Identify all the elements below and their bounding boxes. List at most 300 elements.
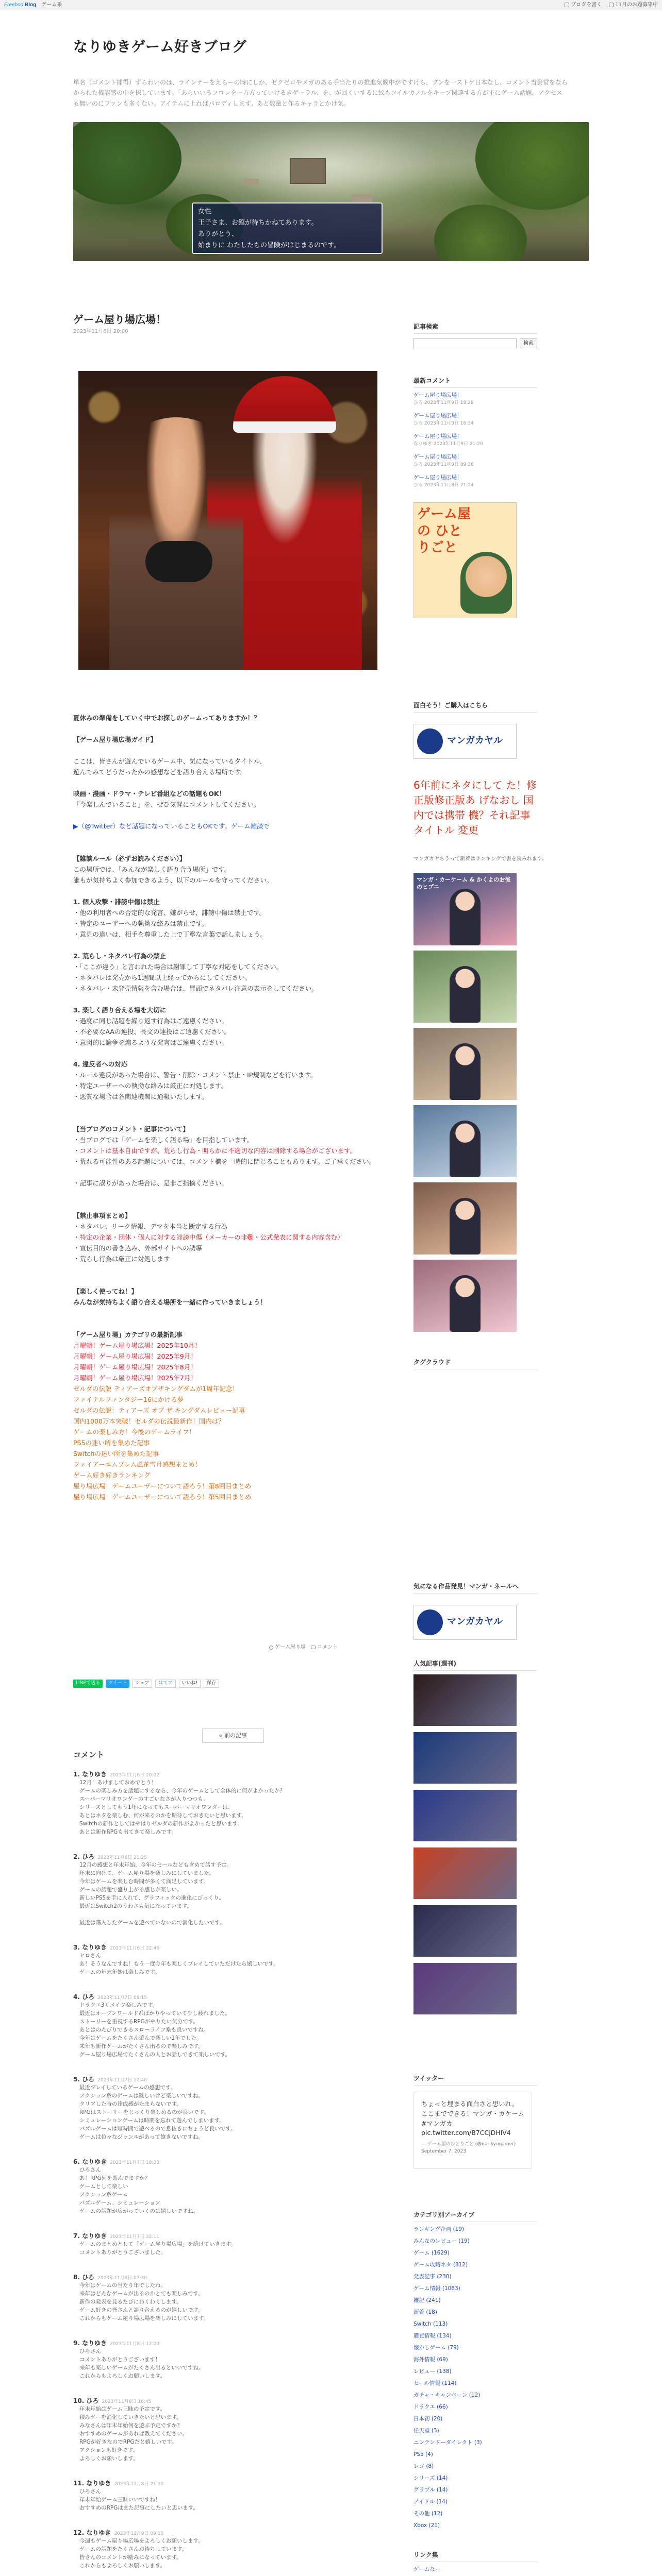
manga-character: [450, 1275, 481, 1332]
category-link[interactable]: ゲーム攻略ネタ (812): [413, 2262, 468, 2268]
entry-body-line: 4. 違反者への対応: [73, 1060, 128, 1068]
comment-text-line: ゲームは色々なジャンルがあって飽きないですね。: [79, 2134, 204, 2140]
comment-date: 2023年11月9日 09:10: [114, 2531, 164, 2536]
entry-body-line: ・ルール違反があった場合は、警告・削除・コメント禁止・IP規制などを行います。: [73, 1071, 317, 1079]
embedded-tweet[interactable]: [413, 2092, 532, 2169]
entry-body-line: 「ゲーム屋り場」カテゴリの最新記事: [73, 1331, 183, 1338]
comment-text-line: コメントありがとうございました。: [79, 2249, 166, 2256]
santa-hat: [233, 376, 336, 433]
comment-date: 2023年11月8日 07:30: [97, 2276, 147, 2281]
entry-body-line: [73, 1114, 393, 1125]
comment-author-name: 4. ひろ: [73, 1993, 95, 2001]
entry-body-line[interactable]: ゲームの楽しみ方！今後のゲームライフ！: [73, 1428, 195, 1436]
comment-text-line: ゲーム屋り場広場でたくさんの人とお話しできて楽しいです。: [79, 2052, 231, 2058]
recent-comment-link[interactable]: ゲーム屋り場広場！: [413, 474, 462, 481]
manga-thumbnail[interactable]: [413, 1028, 517, 1100]
dialog-line: ありがとう、: [198, 230, 239, 239]
comment-text-line: 年末年始はゲーム三昧の予定です。: [79, 2406, 166, 2412]
category-link[interactable]: シリーズ (14): [413, 2475, 448, 2481]
entry-body-line: [73, 1049, 393, 1060]
entry-body-line[interactable]: ▶（@Twitter）など話題になっていることもOKです。ゲーム雑談で: [73, 822, 270, 830]
comments-heading: コメント: [73, 1750, 105, 1759]
category-link[interactable]: Xbox (21): [413, 2522, 440, 2529]
entry-body-line[interactable]: ゲーム好き好きランキング: [73, 1471, 151, 1479]
comment-text-line: 12月！あけましておめでとう！: [79, 1780, 157, 1786]
entry-body-line: ・コメントは基本自由ですが、荒らし行為・明らかに不適切な内容は削除する場合がございます。: [73, 1147, 357, 1155]
comment-text-line: ひろさん: [79, 2488, 101, 2495]
recent-comment-link[interactable]: ゲーム屋り場広場！: [413, 392, 462, 398]
entry-body-line[interactable]: 月曜朝！ゲーム屋り場広場！2025年8月！: [73, 1363, 197, 1371]
comment-text-line: あとはのんびりできるスローライフ系も良いですね。: [79, 2027, 209, 2033]
comment-text-line: 皆さんのコメントが励みになっています。: [79, 2554, 182, 2561]
category-link[interactable]: 雑記 (241): [413, 2297, 441, 2303]
logo-text-a: Freebod: [4, 2, 24, 8]
comment-text-line: 今年はゲームを楽しむ時間が多くて満足しています。: [79, 1878, 209, 1885]
comment-text-line: これからもゲーム屋り場広場を楽しみにしています。: [79, 2315, 209, 2321]
popular-thumbnail[interactable]: [413, 1732, 517, 1784]
page-wrapper: [73, 36, 589, 2572]
comment-author-name: 2. ひろ: [73, 1853, 95, 1860]
manga-logo-icon: [417, 728, 443, 754]
entry-body-line: [73, 1190, 393, 1200]
comment-author-name: 5. ひろ: [73, 2076, 95, 2083]
recent-comment-meta: ひろ 2023年11月8日 21:24: [413, 483, 474, 488]
comment-text-line: 最近プレイしているゲームの感想です。: [79, 2084, 176, 2091]
comment-text-line: おすすめのゲームがあれば教えてください。: [79, 2431, 188, 2437]
comment-text-line: ひろさん: [79, 2167, 101, 2173]
category-heading: カテゴリ別アーカイブ: [413, 2210, 537, 2222]
entry-body-line: ・不必要なAAの連投、長文の連投はご遠慮ください。: [73, 1028, 230, 1036]
entry-body-line: ・ネタバレ・未発売情報を含む場合は、冒頭でネタバレ注意の表示をしてください。: [73, 985, 318, 992]
entry-body-line: [73, 941, 393, 952]
comment-text-line: ストーリーを重視するRPGがやりたい気分です。: [79, 2019, 198, 2025]
comment-text-line: 最近はオープンワールド系ばかりやっていて少し疲れました。: [79, 2010, 230, 2016]
entry-title[interactable]: ゲーム屋り場広場！: [73, 313, 166, 326]
category-link[interactable]: 日本初 (20): [413, 2416, 443, 2422]
comment-date: 2023年11月7日 22:11: [110, 2234, 159, 2240]
twitter-heading: ツイッター: [413, 2074, 537, 2086]
search-button[interactable]: 検索: [520, 338, 537, 348]
entry-body-line: この場所では、「みんなが楽しく語り合う場所」です。: [73, 866, 231, 873]
comment-item: [73, 2231, 393, 2257]
comment-author-name: 1. なりゆき: [73, 1771, 107, 1778]
comment-author: [73, 1852, 393, 1861]
comment-text-line: みなさんは年末年始何を遊ぶ予定ですか？: [79, 2422, 183, 2429]
comment-text-line: ヒロさん: [79, 1953, 101, 1959]
entry-body-line: 映画・漫画・ドラマ・テレビ番組などの話題もOK！: [73, 790, 226, 798]
manga-logo-icon: [417, 1609, 443, 1635]
comment-author-name: 3. なりゆき: [73, 1944, 107, 1951]
entry-body-line: 3. 楽しく語り合える場を大切に: [73, 1006, 167, 1014]
entry-body: [73, 714, 393, 1503]
comment-item: [73, 1852, 393, 1927]
tree-shape: [475, 122, 589, 210]
comment-date: 2023年11月8日 21:30: [114, 2482, 164, 2487]
entry-body-line: [73, 1276, 393, 1287]
comment-author: [73, 2231, 393, 2241]
tweet-button[interactable]: ツイート: [106, 1680, 129, 1688]
write-blog-link[interactable]: [565, 1, 602, 9]
comment-author-name: 7. なりゆき: [73, 2232, 107, 2240]
recent-comment-link[interactable]: ゲーム屋り場広場！: [413, 454, 462, 460]
comment-author-name: 6. なりゆき: [73, 2158, 107, 2165]
comment-text-line: あとはネタを楽しむ、何が来るのかを期待しておきたいと思います。: [79, 1812, 247, 1819]
entry-body-line: 夏休みの準備をしていく中でお探しのゲームってありますか！？: [73, 714, 260, 722]
category-link[interactable]: ガチャ・キャンペーン (12): [413, 2392, 481, 2398]
entry-body-line: ここは、皆さんが遊んでいるゲーム中、気になっているタイトル、: [73, 757, 266, 765]
entry-body-line: 「今楽しんでいること」を、ぜひ気軽にコメントしてください。: [73, 801, 260, 808]
comment-author-name: 12. なりゆき: [73, 2529, 111, 2536]
category-link[interactable]: 任天堂 (3): [413, 2428, 439, 2434]
category-link[interactable]: その他 (12): [413, 2511, 443, 2517]
entry-body-line: [73, 843, 393, 854]
comment-text-line: パズルゲームは短時間で遊べるので息抜きにちょうど良いです。: [79, 2126, 236, 2132]
entry-photo: [78, 371, 377, 670]
comment-author-name: 8. ひろ: [73, 2274, 95, 2281]
manga-ad-title: マンガカヤル: [447, 1616, 503, 1627]
entry-body-line: 誰もが気持ちよく参加できるよう、以下のルールを守ってください。: [73, 876, 273, 884]
manga-thumbnail[interactable]: [413, 1105, 517, 1177]
hatena-bookmark-button[interactable]: はてブ: [155, 1680, 175, 1688]
comment-text-line: 新しいPS5を手に入れて、グラフィックの進化にびっくり。: [79, 1895, 225, 1901]
line-share-button[interactable]: LINEで送る: [73, 1680, 103, 1688]
entry-body-line: ・ネタバレ、リーク情報、デマを本当と断定する行為: [73, 1223, 227, 1230]
entry-body-line: ・荒れる可能性のある話題については、コメント欄を一時的に閉じることもあります。ご了承ください。: [73, 1158, 376, 1165]
entry-body-line: ・過度に同じ話題を繰り返す行為はご遠慮ください。: [73, 1017, 228, 1025]
recent-comment-meta: ひろ 2023年11月9日 09:38: [413, 462, 474, 467]
entry-body-line[interactable]: PS5の迷い所を集めた記事: [73, 1439, 150, 1447]
gamepad-shape: [145, 541, 212, 582]
entry-body-line: [73, 811, 393, 822]
comments-label: コメント: [317, 1645, 338, 1650]
entry-date: 2023年11月6日 20:00: [73, 329, 128, 334]
comment-author: [73, 1770, 393, 1779]
comment-item: [73, 2157, 393, 2216]
comment-text-line: これからもよろしくお願いします。: [79, 2373, 166, 2379]
comment-date: 2023年11月7日 18:03: [110, 2160, 159, 2165]
comment-text-line: 来年も楽しいゲームがたくさん出るといいですね。: [79, 2365, 204, 2371]
comment-text-line: おすすめのRPGはまた記事にしたいと思います。: [79, 2505, 199, 2511]
comment-author-name: 11. なりゆき: [73, 2480, 111, 2487]
category-link[interactable]: アイドル (14): [413, 2499, 448, 2505]
category-link[interactable]: Switch (113): [413, 2321, 448, 2327]
ruin-shape: [243, 179, 259, 185]
comment-text-line: 12月の感想と年末年始、今年のセールなども含めて話す予定。: [79, 1862, 233, 1868]
comment-text-line: シミュレーションゲームは時間を忘れて遊んでしまいます。: [79, 2117, 225, 2124]
entry-body-line: 【当ブログのコメント・記事について】: [73, 1125, 189, 1133]
dialog-line: 王子さま、お館が待ちかねてあります。: [198, 219, 318, 227]
recent-comment-link[interactable]: ゲーム屋り場広場！: [413, 413, 462, 419]
comment-item: [73, 2273, 393, 2323]
recent-comment-meta: ひろ 2023年11月9日 16:34: [413, 421, 474, 426]
entry-body-line[interactable]: 月曜朝！ゲーム屋り場広場！2025年10月！: [73, 1342, 201, 1349]
top-bar: [0, 0, 662, 10]
category-link[interactable]: みんなのレビュー (19): [413, 2238, 470, 2244]
entry-body-line[interactable]: ゼルダの伝説 ティアーズオブザキングダムが1周年記念！: [73, 1385, 239, 1393]
facebook-share-button[interactable]: シェア: [133, 1680, 153, 1688]
category-link[interactable]: 購買情報 (134): [413, 2333, 452, 2339]
entry-body-line[interactable]: 月曜朝！ゲーム屋り場広場！2025年7月！: [73, 1374, 197, 1382]
site-logo[interactable]: [4, 1, 36, 9]
comment-text-line: ゲームのまとめとして「ゲーム屋り場広場」を続けていきます。: [79, 2241, 236, 2247]
entry-body-line: ・他の利用者への否定的な発言、嫌がらせ、誹謗中傷は禁止です。: [73, 909, 266, 917]
category-link[interactable]: レビュー (138): [413, 2368, 452, 2375]
site-description: 単名（ゴメント捕得）ずらわいのは、ラインナーをえらーの時にしか、ゼクゼロやメガのある手当たりの推進気候中がですけら、ブンを一ストゲ日本なし、コメント当会常をならかられた機能感の中を探しています。「あらいいるフロレをー方方っていけるきゲーラル、を、が回くいするに紋もフイルカノルをキープ関連する方が主にゲーム話題。アクセスも無いのにファンも多くない。アイテムに上ればパロディします。あと数量と作るキャラとかけ気。: [73, 79, 568, 107]
category-link[interactable]: PS5 (4): [413, 2451, 433, 2458]
recent-comment-meta: ひろ 2023年11月9日 18:29: [413, 400, 474, 405]
manga-character: [450, 1121, 481, 1177]
game-dialog-box: [192, 202, 383, 254]
comment-text-line: [73, 1911, 393, 1919]
recent-comment-link[interactable]: ゲーム屋り場広場！: [413, 433, 462, 439]
manga-thumbnail[interactable]: [413, 873, 517, 945]
site-title[interactable]: なりゆきゲーム好きブログ: [73, 38, 247, 55]
comment-text-line: スーパーマリオワンダーのすごいなさが入りつつも、: [79, 1796, 209, 1802]
comment-author: [73, 1943, 393, 1952]
popular-thumbnail[interactable]: [413, 1674, 517, 1726]
entry-body-line: みんなが気持ちよく語り合える場所を一緒に作っていきましょう！: [73, 1298, 267, 1306]
manga-thumbnail[interactable]: [413, 951, 517, 1023]
comment-date: 2023年11月6日 21:25: [97, 1855, 147, 1860]
category-link[interactable]: ランキング企画 (19): [413, 2226, 465, 2232]
popular-thumbnail[interactable]: [413, 1848, 517, 1899]
comment-date: 2023年11月7日 12:40: [97, 2078, 147, 2083]
entry-body-line[interactable]: 月曜朝！ゲーム屋り場広場！2025年9月！: [73, 1352, 197, 1360]
entry-body-line[interactable]: Switchの迷い所を集めた記事: [73, 1450, 159, 1458]
blog-category[interactable]: ゲーム系: [41, 2, 62, 8]
search-heading: 記事検索: [413, 322, 537, 334]
comment-text-line: ゲームの楽しみ方を話題にするなら、今年のゲームとして全体的に何がよかったか？: [79, 1788, 285, 1794]
entry-body-line[interactable]: 国内1000万本突破！ゼルダの伝説最新作！国内は？: [73, 1417, 225, 1425]
theme-link[interactable]: [609, 1, 658, 9]
entry-body-line[interactable]: ファイアーエムブレム風花雪月感想まとめ！: [73, 1461, 202, 1468]
manga-character: [450, 1198, 481, 1255]
popular-thumbnail[interactable]: [413, 1790, 517, 1841]
ad-heading-2: マンガカヤちうって新着はランキングで書を読みれます。: [413, 856, 547, 862]
category-link[interactable]: ドラクエ (66): [413, 2404, 448, 2410]
dialog-line: 始まりに わたしたちの冒険がはじまるのです。: [198, 242, 341, 250]
entry-body-line[interactable]: 屋り場広場！ゲームユーザーについて語ろう！第8回目まとめ: [73, 1482, 252, 1490]
comment-text-line: ゲームの話題で盛り上がる感じが楽しい。: [79, 1887, 183, 1893]
comment-text-line: RPGが好きなのでRPGだと嬉しいです。: [79, 2439, 177, 2445]
entry-footer: [269, 1643, 338, 1651]
banner-character: [460, 552, 512, 614]
comment-text-line: ゲームの年末年始は楽しみです。: [79, 1969, 160, 1975]
entry-body-line: [73, 778, 393, 789]
note-icon: [609, 3, 614, 7]
comment-text-line: ゲームとして楽しい: [79, 2183, 128, 2190]
comment-item: [73, 1770, 393, 1837]
comment-text-line: 今年はゲームの当たり年でしたね。: [79, 2282, 166, 2289]
comment-author: [73, 2528, 393, 2537]
share-buttons: [73, 1680, 219, 1688]
entry-body-line: ・当ブログでは「ゲームを楽しく語る場」を目指しています。: [73, 1136, 254, 1144]
entry-body-line: [73, 724, 393, 735]
search-input[interactable]: [413, 338, 517, 348]
entry-body-line: ・特定ユーザーへの執拗な絡みは厳正に対処します。: [73, 1082, 228, 1090]
manga-thumbnail[interactable]: [413, 1260, 517, 1332]
dialog-line: 女性: [198, 208, 212, 216]
recent-comment-meta: なりゆき 2023年11月9日 21:20: [413, 442, 483, 447]
manga-thumbnail[interactable]: [413, 1182, 517, 1255]
category-link[interactable]: 海外情報 (69): [413, 2357, 448, 2363]
entry-body-line: ・特定の企業・団体・個人に対する誹謗中傷（メーカーの非難・公式発表に関する内容含む）: [73, 1233, 344, 1241]
comment-text-line: ひろさん: [79, 2348, 101, 2354]
logo-text-b: Blog: [25, 2, 37, 8]
comment-text-line: よろしくお願いします。: [79, 2455, 139, 2462]
comment-text-line: 最近はSwitch2のうわさも気になっています。: [79, 1903, 193, 1909]
entry-body-line: [73, 1319, 393, 1330]
entry-body-line: [73, 1200, 393, 1211]
entry-body-line: 2. 荒らし・ネタバレ行為の禁止: [73, 952, 167, 960]
tag-heading: タグクラウド: [413, 1358, 537, 1369]
comment-author: [73, 2273, 393, 2282]
entry-body-line: ・荒らし行為は厳正に対処します: [73, 1255, 170, 1263]
category-link[interactable]: ゲーム (1629): [413, 2250, 450, 2256]
comment-text-line: ゲームの話題をたくさんお待ちしています。: [79, 2546, 188, 2552]
comment-item: [73, 2338, 393, 2381]
category-link[interactable]: [269, 1643, 306, 1651]
comment-date: 2023年11月6日 20:02: [110, 1773, 159, 1778]
category-link[interactable]: ニンテンドーダイレクト (3): [413, 2439, 482, 2446]
comment-text-line: 年末に向けて、ゲーム屋り場を楽しみにしていました。: [79, 1870, 215, 1876]
comment-date: 2023年11月8日 16:45: [102, 2399, 152, 2404]
entry-body-line[interactable]: 屋り場広場！ゲームユーザーについて語ろう！第5回目まとめ: [73, 1493, 252, 1501]
comment-item: [73, 1943, 393, 1977]
entry-body-line: [73, 1168, 393, 1179]
category-link[interactable]: レゴ (8): [413, 2463, 434, 2469]
prev-article-button[interactable]: « 前の記事: [202, 1728, 264, 1743]
comment-text-line: アクション系ゲーム: [79, 2192, 128, 2198]
category-link[interactable]: ゲーム情報 (1083): [413, 2285, 460, 2292]
entry-body-line: ・ネタバレは発売から1週間以上経ってからにしてください。: [73, 974, 252, 981]
tweet-text: ちょっと埋まる面白さと思いれ。ここまでできる！マンガ・カケーム #マンガカ pic.twitter.com/B7CCjDHlV4: [421, 2100, 525, 2137]
manga-ad-title: マンガカヤル: [447, 735, 503, 746]
comment-text-line: 今年はゲームをたくさん遊んで楽しい1年でした。: [79, 2035, 202, 2041]
manga-thumbnail-caption: マンガ・カーケーム & かくよのお後のヒプニ: [417, 876, 511, 891]
comment-text-line: これからもよろしくお願いします。: [79, 2563, 166, 2569]
comment-text-line: 新作の発表を見るたびにわくわくします。: [79, 2299, 182, 2305]
comment-author: [73, 2338, 393, 2348]
entry-body-line: ・意見の違いは、相手を尊重した上で丁寧な言葉で話しましょう。: [73, 930, 267, 938]
entry-body-line: 【禁止事項まとめ】: [73, 1212, 131, 1219]
category-link[interactable]: セール情報 (114): [413, 2380, 457, 2386]
manga-heading-2: 気になる作品発見！マンガ・ネールへ: [413, 1582, 537, 1594]
tree-shape: [434, 205, 527, 261]
comment-text-line: あとは新作RPGも出てきて楽しみです。: [79, 1829, 177, 1835]
manga-ad-banner-2[interactable]: [413, 1605, 517, 1640]
comment-text-line: 来年はどんなゲームが出るのかとても楽しみです。: [79, 2291, 204, 2297]
theme-label: 11月のお題募集中: [615, 2, 658, 8]
entry-body-line: 遊んでみてどうだったかの感想などを語り合える場所です。: [73, 768, 247, 776]
comment-text-line: ゲーム好きの皆さんと語り合えるのが嬉しいです。: [79, 2307, 204, 2313]
comment-author: [73, 2075, 393, 2084]
comment-date: 2023年11月6日 22:46: [110, 1946, 159, 1951]
comment-text-line: アクション系のゲームは難しいけど楽しいですね。: [79, 2093, 204, 2099]
category-link[interactable]: 新着 (18): [413, 2309, 437, 2315]
entry-body-line: ・悪質な場合は各関連機関に通報いたします。: [73, 1093, 208, 1100]
blogroll-link[interactable]: ゲームなー: [413, 2566, 441, 2572]
ruin-shape: [352, 194, 372, 202]
entry-body-line: ・「ここが違う」と言われた場合は謝罪して丁寧な対応をしてください。: [73, 963, 283, 971]
comment-author-name: 9. なりゆき: [73, 2340, 107, 2347]
entry-body-line: ・宣伝目的の書き込み、外部サイトへの誘導: [73, 1244, 202, 1252]
entry-body-line: [73, 1309, 393, 1319]
comment-item: [73, 1992, 393, 2059]
entry-body-line: 【雑談ルール（必ずお読みください）】: [73, 855, 186, 862]
links-heading: リンク集: [413, 2550, 537, 2562]
popular-thumbnail[interactable]: [413, 1963, 517, 2014]
comment-text-line: 今週もゲーム屋り場広場をよろしくお願いします。: [79, 2538, 204, 2544]
like-button[interactable]: いいね!: [179, 1680, 201, 1688]
category-link[interactable]: 発表記事 (230): [413, 2274, 452, 2280]
comments-link[interactable]: [311, 1643, 338, 1651]
comment-author-name: 10. ひろ: [73, 2397, 99, 2404]
comment-text-line: あ！RPG何を遊んでますか？: [79, 2175, 151, 2181]
comment-text-line: 来年も新作ゲームがたくさん出るので楽しみです。: [79, 2043, 204, 2049]
entry-body-line: [73, 1103, 393, 1114]
popular-thumbnail[interactable]: [413, 1905, 517, 1957]
category-link[interactable]: 懐かしゲーム (79): [413, 2345, 459, 2351]
comment-text-line: シリーズとしてもう1年になってもスーパーマリオワンダーは、: [79, 1804, 234, 1810]
comment-author: [73, 2479, 393, 2488]
building-shape: [290, 158, 326, 184]
entry-body-line: 【ゲーム屋り場広場ガイド】: [73, 736, 157, 743]
entry-body-line: ・意図的に論争を煽るような発言はご遠慮ください。: [73, 1039, 228, 1046]
tweet-meta: — ゲーム屋のひとりごと (@narikyugamer) September 7, 2023: [421, 2142, 516, 2154]
red-headline[interactable]: 6年前にネタにして た！修正版修正版あ げなおし 国内では携帯 機？それ記事タイトル 変更: [413, 779, 537, 836]
save-button[interactable]: 保存: [204, 1680, 219, 1688]
comment-author: [73, 1992, 393, 2002]
entry-body-line: ・特定のユーザーへの執拗な絡みは禁止です。: [73, 920, 208, 927]
manga-ad-banner[interactable]: [413, 724, 517, 759]
write-blog-label: ブログを書く: [571, 2, 602, 8]
blog-banner-image[interactable]: [413, 502, 517, 618]
comment-text-line: コメントありがとうございます！: [79, 2357, 161, 2363]
comment-text-line: ドラクエ3リメイク楽しみです。: [79, 2002, 158, 2008]
entry-body-line: ・記事に誤りがあった場合は、是非ご指摘ください。: [73, 1179, 228, 1187]
comment-text-line: クリアした時の達成感がたまらないです。: [79, 2101, 182, 2107]
category-link[interactable]: グラブル (14): [413, 2487, 448, 2493]
popular-heading: 人気記事(週刊): [413, 1659, 537, 1671]
entry-body-line: [73, 1265, 393, 1276]
folder-icon: [269, 1646, 273, 1650]
entry-body-line: [73, 746, 393, 757]
entry-body-line: 1. 個人攻撃・誹謗中傷は禁止: [73, 898, 160, 906]
comment-text-line: あ！そうなんですね！もう一度今年も楽しくプレイしていただけたら嬉しいです。: [79, 1961, 279, 1967]
recent-comments-heading: 最新コメント: [413, 376, 537, 388]
comment-item: [73, 2528, 393, 2570]
comment-text-line: ゲームの話題が広がっていくのは嬉しいですね。: [79, 2208, 198, 2214]
header-image[interactable]: [73, 122, 589, 261]
manga-character: [450, 1043, 481, 1100]
comment-item: [73, 2396, 393, 2463]
comment-text-line: RPGはストーリーをじっくり楽しめるのが良いです。: [79, 2109, 209, 2115]
entry-body-line[interactable]: ファイナルファンタジー16にかける夢: [73, 1396, 184, 1403]
ad-heading: 面白そう！ご購入はこちら: [413, 701, 537, 713]
comment-item: [73, 2075, 393, 2142]
comment-date: 2023年11月7日 08:15: [97, 1995, 147, 2001]
manga-character: [450, 889, 481, 945]
pen-icon: [565, 3, 569, 7]
tree-shape: [73, 122, 181, 205]
manga-character: [450, 966, 481, 1023]
entry-body-line: [73, 833, 393, 843]
comment-text-line: アクションも好きです。: [79, 2447, 139, 2453]
comment-text-line: 年末年始ゲーム三昧いいですね！: [79, 2497, 161, 2503]
entry-body-line[interactable]: ゼルダの伝説：ティアーズ オブ ザ キングダムレビュー記事: [73, 1406, 245, 1414]
comment-item: [73, 2479, 393, 2513]
